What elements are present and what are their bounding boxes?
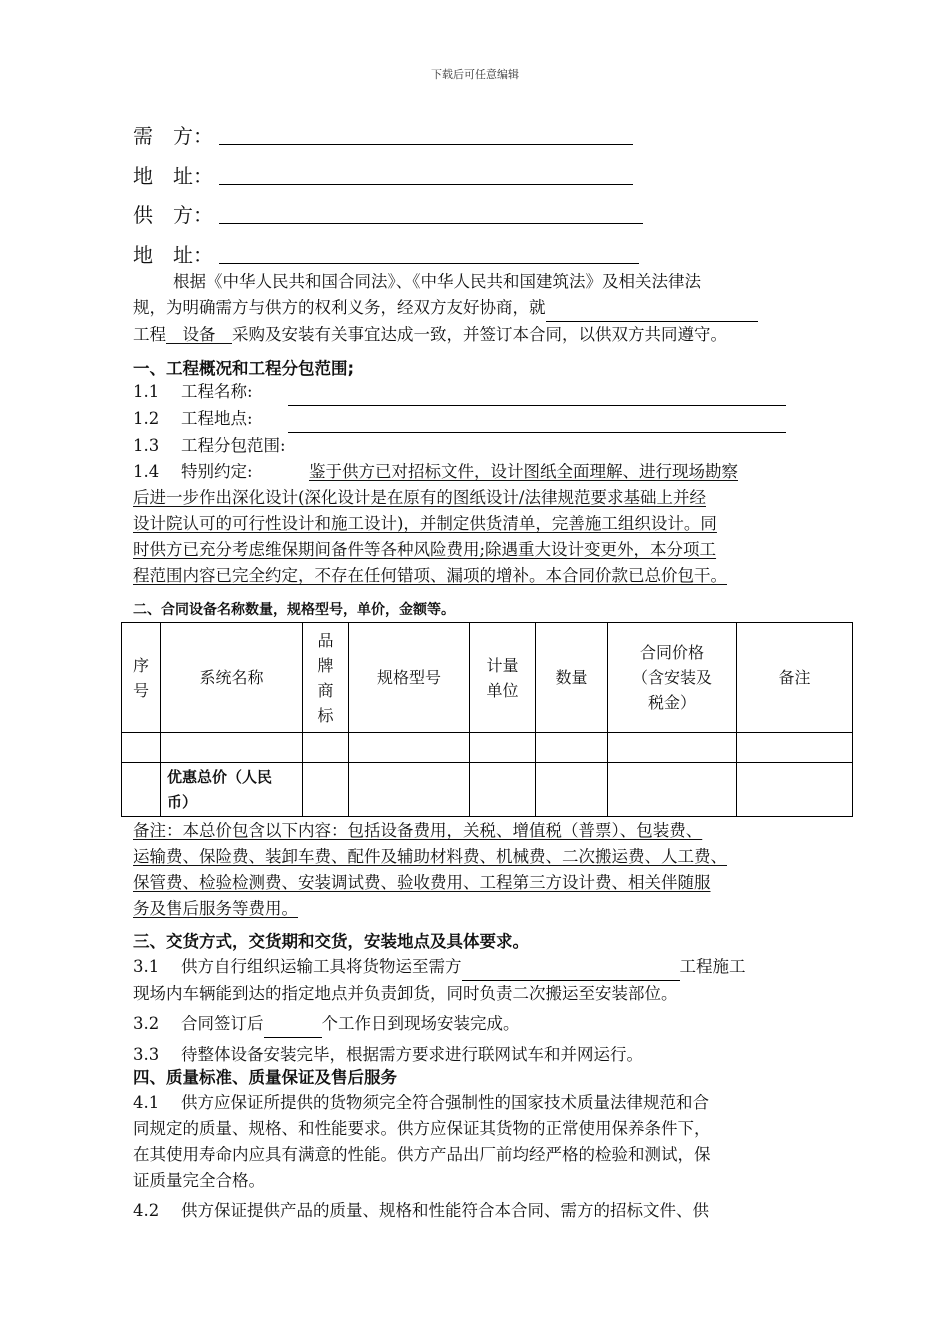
section-2-title: 二、合同设备名称数量，规格型号，单价，金额等。 bbox=[133, 602, 455, 618]
buyer-address-row bbox=[133, 162, 219, 190]
supplier-address-blank[interactable] bbox=[219, 263, 639, 264]
buyer-row bbox=[133, 122, 219, 150]
table-cell[interactable] bbox=[470, 763, 536, 817]
table-row bbox=[122, 733, 853, 763]
intro-line-3 bbox=[133, 322, 823, 348]
buyer-address-blank[interactable] bbox=[219, 184, 633, 185]
item-4-1-line-3: 在其使用寿命内应具有满意的性能。供方产品出厂前均经严格的检验和测试，保 bbox=[133, 1145, 711, 1164]
total-label: 优惠总价（人民币） bbox=[167, 767, 273, 811]
table-header-row bbox=[122, 623, 853, 733]
col-header-brand bbox=[303, 623, 349, 733]
col-header-unit-text: 计量单位 bbox=[486, 655, 519, 700]
section-1-body bbox=[133, 379, 823, 589]
intro-line-2-text: 规，为明确需方与供方的权利义务，经双方友好协商，就 bbox=[133, 298, 546, 317]
intro-paragraph bbox=[133, 269, 823, 348]
item-4-2: 4.2 供方保证提供产品的质量、规格和性能符合本合同、需方的招标文件、供 bbox=[133, 1201, 709, 1220]
item-4-1-line-2: 同规定的质量、规格、和性能要求。供方应保证其货物的正常使用保养条件下， bbox=[133, 1119, 711, 1138]
col-header-index-text: 序号 bbox=[133, 655, 150, 700]
table-cell[interactable] bbox=[349, 763, 470, 817]
buyer-label: 需 方： bbox=[133, 124, 213, 148]
item-3-2-text-a: 3.2 合同签订后 bbox=[133, 1014, 264, 1033]
workdays-blank[interactable] bbox=[264, 1011, 322, 1038]
item-3-1-cont: 现场内车辆能到达的指定地点并负责卸货，同时负责二次搬运至安装部位。 bbox=[133, 984, 678, 1003]
table-cell[interactable] bbox=[303, 763, 349, 817]
intro-line-2 bbox=[133, 295, 823, 322]
project-location-field[interactable] bbox=[288, 406, 786, 433]
price-note-line-1: 备注：本总价包含以下内容：包括设备费用，关税、增值税（普票）、包装费、 bbox=[133, 821, 703, 840]
col-header-brand-text: 品牌商标 bbox=[317, 630, 334, 725]
buyer-blank[interactable] bbox=[219, 144, 633, 145]
page-header: 下载后可任意编辑 bbox=[431, 68, 519, 81]
section-3-body bbox=[133, 954, 823, 1068]
special-terms-line-5: 程范围内容已完全约定，不存在任何错项、漏项的增补。本合同价款已总价包干。 bbox=[133, 566, 727, 585]
equipment-table bbox=[121, 622, 853, 817]
delivery-project-blank[interactable] bbox=[462, 954, 680, 981]
price-note-line-4: 务及售后服务等费用。 bbox=[133, 899, 298, 918]
price-note-line-2: 运输费、保险费、装卸车费、配件及辅助材料费、机械费、二次搬运费、人工费、 bbox=[133, 847, 727, 866]
price-note bbox=[133, 818, 823, 922]
table-cell[interactable] bbox=[303, 733, 349, 763]
supplier-blank[interactable] bbox=[219, 223, 643, 224]
project-name-blank[interactable] bbox=[546, 295, 758, 322]
supplier-row bbox=[133, 201, 219, 229]
table-cell[interactable] bbox=[737, 733, 853, 763]
supplier-label: 供 方： bbox=[133, 203, 213, 227]
col-header-model: 规格型号 bbox=[349, 623, 470, 733]
intro-line-3-text-a: 工程 bbox=[133, 325, 166, 344]
supplier-address-label: 地 址： bbox=[133, 243, 213, 267]
project-name-field[interactable] bbox=[288, 379, 786, 406]
section-3-title: 三、交货方式，交货期和交货，安装地点及具体要求。 bbox=[133, 932, 529, 951]
supplier-address-row bbox=[133, 241, 219, 269]
section-1-title: 一、工程概况和工程分包范围; bbox=[133, 359, 355, 378]
col-header-price-text: 合同价格（含安装及税金） bbox=[631, 643, 712, 712]
item-1-3: 1.3 工程分包范围: bbox=[133, 436, 286, 455]
intro-line-3-text-b: 采购及安装有关事宜达成一致，并签订本合同，以供双方共同遵守。 bbox=[232, 325, 727, 344]
item-3-1-text-b: 工程施工 bbox=[679, 957, 746, 976]
item-3-1 bbox=[133, 954, 823, 981]
item-3-3: 3.3 待整体设备安装完毕，根据需方要求进行联网试车和并网运行。 bbox=[133, 1045, 643, 1064]
total-row bbox=[122, 763, 853, 817]
col-header-system: 系统名称 bbox=[161, 623, 303, 733]
col-header-unit bbox=[470, 623, 536, 733]
item-1-2-label: 1.2 工程地点: bbox=[133, 409, 253, 428]
special-terms-line-3: 设计院认可的可行性设计和施工设计)，并制定供货清单，完善施工组织设计。同 bbox=[133, 514, 717, 533]
special-terms-line-4: 时供方已充分考虑维保期间备件等各种风险费用;除遇重大设计变更外，本分项工 bbox=[133, 540, 717, 559]
item-3-2 bbox=[133, 1011, 823, 1038]
col-header-remark: 备注 bbox=[737, 623, 853, 733]
item-1-2 bbox=[133, 406, 823, 433]
table-cell[interactable] bbox=[737, 763, 853, 817]
special-terms-line-1: 鉴于供方已对招标文件，设计图纸全面理解、进行现场勘察 bbox=[309, 462, 738, 481]
table-cell[interactable] bbox=[122, 763, 161, 817]
table-cell[interactable] bbox=[349, 733, 470, 763]
col-header-qty: 数量 bbox=[536, 623, 608, 733]
table-cell[interactable] bbox=[608, 733, 737, 763]
table-cell[interactable] bbox=[122, 733, 161, 763]
item-1-4 bbox=[133, 459, 823, 485]
buyer-address-label: 地 址： bbox=[133, 164, 213, 188]
table-cell[interactable] bbox=[536, 733, 608, 763]
item-3-2-text-b: 个工作日到现场安装完成。 bbox=[321, 1014, 520, 1033]
item-4-1-line-4: 证质量完全合格。 bbox=[133, 1171, 265, 1190]
col-header-index bbox=[122, 623, 161, 733]
item-1-4-label: 1.4 特别约定: bbox=[133, 462, 253, 481]
special-terms-line-2: 后进一步作出深化设计(深化设计是在原有的图纸设计/法律规范要求基础上并经 bbox=[133, 488, 706, 507]
table-cell[interactable] bbox=[161, 733, 303, 763]
item-4-1-line-1: 4.1 供方应保证所提供的货物须完全符合强制性的国家技术质量法律规范和合 bbox=[133, 1093, 709, 1112]
item-1-1 bbox=[133, 379, 823, 406]
table-cell[interactable] bbox=[536, 763, 608, 817]
equipment-word: 设备 bbox=[166, 325, 232, 344]
col-header-price bbox=[608, 623, 737, 733]
total-price-cell[interactable] bbox=[608, 763, 737, 817]
price-note-line-3: 保管费、检验检测费、安装调试费、验收费用、工程第三方设计费、相关伴随服 bbox=[133, 873, 711, 892]
section-4-body bbox=[133, 1090, 823, 1224]
intro-line-1: 根据《中华人民共和国合同法》、《中华人民共和国建筑法》及相关法律法 bbox=[173, 272, 701, 291]
table-cell[interactable] bbox=[470, 733, 536, 763]
section-4-title: 四、质量标准、质量保证及售后服务 bbox=[133, 1068, 397, 1087]
item-3-1-text-a: 3.1 供方自行组织运输工具将货物运至需方 bbox=[133, 957, 462, 976]
item-1-1-label: 1.1 工程名称: bbox=[133, 382, 253, 401]
total-label-cell bbox=[161, 763, 303, 817]
